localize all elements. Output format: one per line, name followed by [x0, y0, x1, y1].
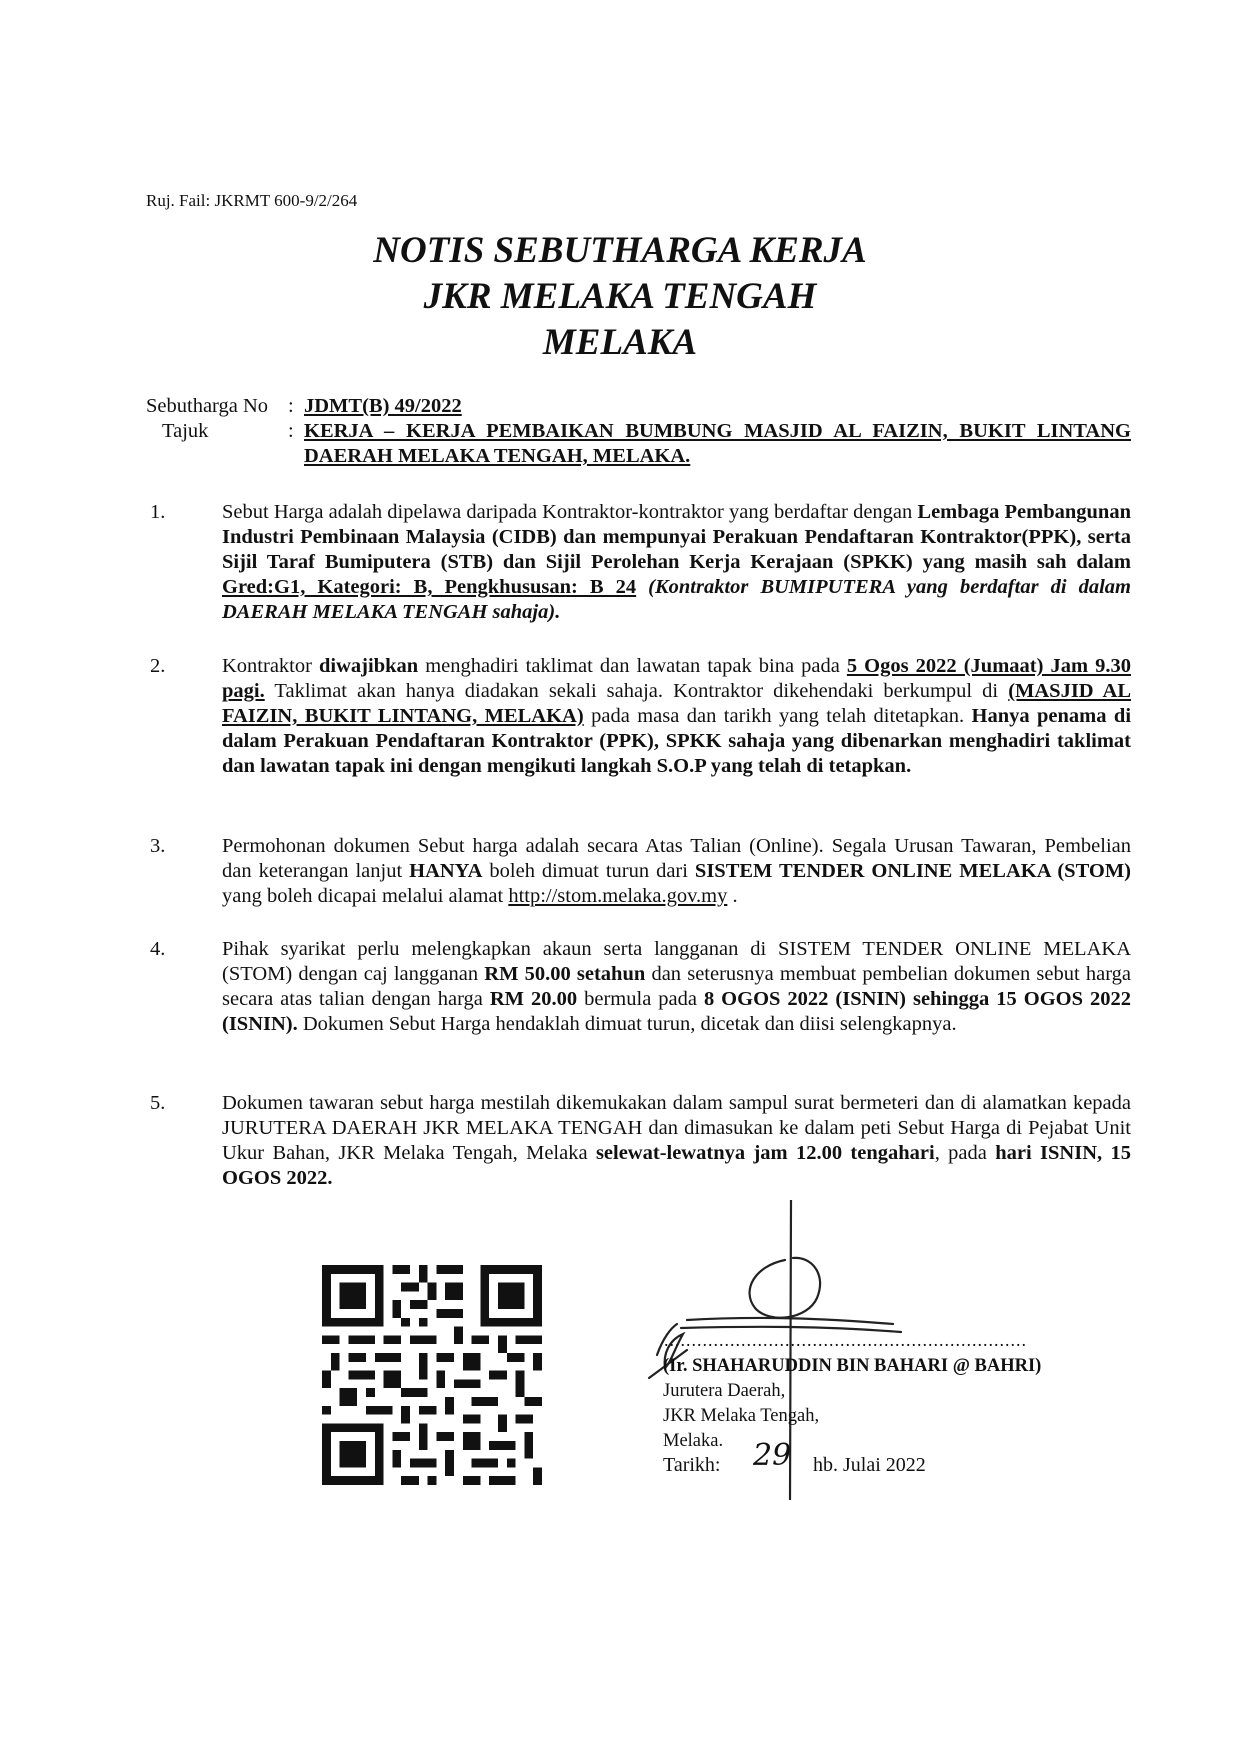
signature-dotted-line: .................................................................. — [664, 1330, 1027, 1350]
quotation-number-label: Sebutharga No — [146, 395, 269, 417]
clause-4-text-a: Pihak syarikat perlu melengkapkan akaun serta langganan di SISTEM TENDER ONLINE MELAKA (STOM) dengan caj langganan — [222, 938, 1131, 985]
clause-text — [222, 654, 1131, 779]
quotation-title-label: Tajuk — [162, 420, 209, 442]
clause-number: 2. — [150, 655, 166, 677]
clause-2-text-b: menghadiri taklimat dan lawatan tapak bina pada — [418, 655, 847, 677]
colon: : — [288, 420, 294, 442]
clause-number: 1. — [150, 501, 166, 523]
clause-2 — [146, 654, 1131, 779]
quotation-title-value: KERJA – KERJA PEMBAIKAN BUMBUNG MASJID AL FAIZIN, BUKIT LINTANG DAERAH MELAKA TENGAH, MELAKA. — [304, 420, 1131, 467]
signatory-name: (Ir. SHAHARUDDIN BIN BAHARI @ BAHRI) — [663, 1356, 1042, 1376]
clause-4-document-price: RM 20.00 — [489, 988, 578, 1010]
clause-1-grade: Gred:G1, Kategori: B, Pengkhususan: B 24 — [222, 576, 637, 598]
clause-1-text-a: Sebut Harga adalah dipelawa daripada Kontraktor-kontraktor yang berdaftar dengan — [222, 501, 918, 523]
quotation-meta — [146, 394, 1131, 469]
clause-2-briefing-date: 5 Ogos 2022 (Jumaat) Jam 9.30 pagi. — [222, 655, 1131, 702]
clause-5-deadline-time: selewat-lewatnya jam 12.00 tengahari — [595, 1142, 935, 1164]
clause-2-bold-a: diwajibkan — [319, 655, 419, 677]
clause-2-bold-b: Hanya penama di dalam Perakuan Pendaftaran Kontraktor (PPK), SPKK sahaja yang dibenarkan menghadiri taklimat dan lawatan tapak ini dengan mengikuti langkah S.O.P yang telah di tetapkan. — [222, 705, 1132, 777]
signature-block — [605, 1200, 1165, 1500]
clause-text — [222, 937, 1131, 1037]
clause-text — [222, 834, 1131, 909]
clause-2-text-a: Kontraktor — [222, 655, 320, 677]
date-label: Tarikh: — [663, 1454, 721, 1476]
clause-number: 5. — [150, 1092, 166, 1114]
clause-2-venue: (MASJID AL FAIZIN, BUKIT LINTANG, MELAKA) — [222, 680, 1131, 727]
clause-3-text-a: Permohonan dokumen Sebut harga adalah secara Atas Talian (Online). Segala Urusan Tawaran, Pembelian dan keterangan lanjut — [222, 835, 1131, 882]
clause-2-text-c: Taklimat akan hanya diadakan sekali sahaja. Kontraktor dikehendaki berkumpul di — [264, 680, 1009, 702]
date-month-year: hb. Julai 2022 — [813, 1454, 926, 1476]
clause-5-text-a: Dokumen tawaran sebut harga mestilah dikemukakan dalam sampul surat bermeteri dan di alamatkan kepada JURUTERA DAERAH JKR MELAKA TENGAH dan dimasukan ke dalam peti Sebut Harga di Pejabat Unit Ukur Bahan, JKR Melaka Tengah, Melaka — [222, 1092, 1131, 1164]
clause-3 — [146, 834, 1131, 909]
quotation-number-value: JDMT(B) 49/2022 — [304, 395, 462, 417]
clause-text — [222, 500, 1131, 625]
clause-1 — [146, 500, 1131, 625]
clause-text — [222, 1091, 1131, 1191]
quotation-number-row — [146, 394, 1131, 419]
clause-3-bold-a: HANYA — [409, 860, 483, 882]
clause-4-sale-period: 8 OGOS 2022 (ISNIN) sehingga 15 OGOS 2022 (ISNIN). — [222, 988, 1131, 1035]
title-line-1: NOTIS SEBUTHARGA KERJA — [373, 230, 867, 271]
clause-4-subscription-fee: RM 50.00 setahun — [484, 963, 646, 985]
stom-link[interactable]: http://stom.melaka.gov.my — [508, 885, 728, 907]
colon: : — [288, 395, 294, 417]
clause-1-eligibility: (Kontraktor BUMIPUTERA yang berdaftar di dalam DAERAH MELAKA TENGAH sahaja). — [222, 576, 1131, 623]
signatory-state: Melaka. — [663, 1431, 724, 1451]
signatory-office: JKR Melaka Tengah, — [663, 1406, 820, 1426]
clause-4-text-b: dan seterusnya membuat pembelian dokumen sebut harga secara atas talian dengan harga — [222, 963, 1131, 1010]
clause-1-bold-a: Lembaga Pembangunan Industri Pembinaan Malaysia (CIDB) dan mempunyai Perakuan Pendaftaran Kontraktor(PPK), serta Sijil Taraf Bumiputera (STB) dan Sijil Perolehan Kerja Kerajaan (SPKK) yang masih sah dalam — [222, 501, 1131, 573]
clause-4-text-d: Dokumen Sebut Harga hendaklah dimuat turun, dicetak dan diisi selengkapnya. — [297, 1013, 957, 1035]
title-line-2: JKR MELAKA TENGAH — [423, 276, 817, 317]
clause-5 — [146, 1091, 1131, 1191]
clause-5-deadline-date: hari ISNIN, 15 OGOS 2022. — [222, 1142, 1131, 1189]
clause-4-text-c: bermula pada — [577, 988, 704, 1010]
clause-3-text-b: boleh dimuat turun dari — [482, 860, 695, 882]
date-day: 29 — [753, 1438, 792, 1473]
qr-code[interactable] — [322, 1265, 542, 1485]
clause-2-text-d: pada masa dan tarikh yang telah ditetapkan. — [583, 705, 972, 727]
clause-number: 4. — [150, 938, 166, 960]
signatory-position: Jurutera Daerah, — [663, 1381, 786, 1401]
quotation-title-row — [146, 419, 1131, 469]
title-line-3: MELAKA — [542, 322, 698, 363]
clause-4 — [146, 937, 1131, 1037]
notice-title — [0, 228, 1240, 366]
signatory-details — [663, 1354, 1041, 1454]
clause-3-system-name: SISTEM TENDER ONLINE MELAKA (STOM) — [694, 860, 1132, 882]
file-reference: Ruj. Fail: JKRMT 600-9/2/264 — [146, 191, 358, 210]
clause-5-text-b: , pada — [934, 1142, 996, 1164]
clause-3-text-c: yang boleh dicapai melalui alamat — [222, 885, 509, 907]
clause-number: 3. — [150, 835, 166, 857]
clause-3-text-d: . — [727, 885, 738, 907]
